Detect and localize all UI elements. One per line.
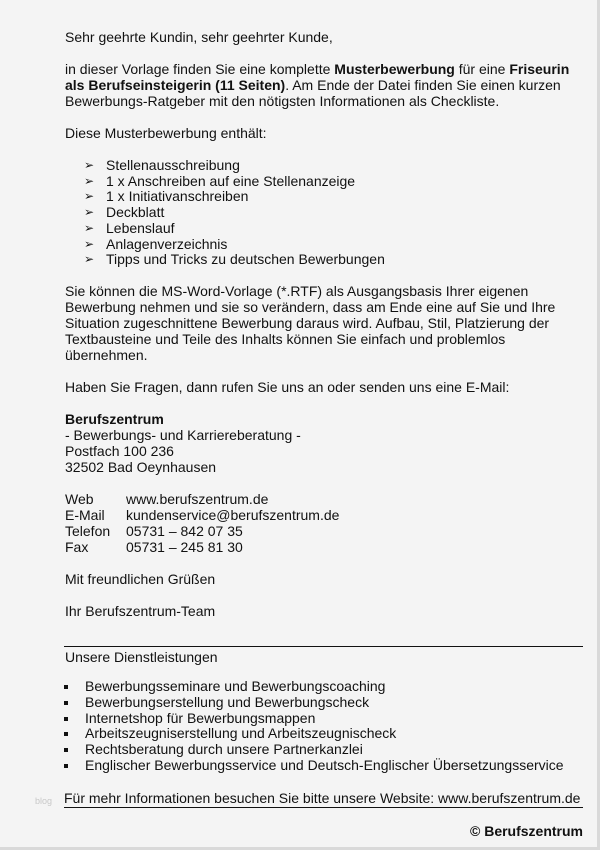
contents-heading: Diese Musterbewerbung enthält: xyxy=(65,125,267,141)
letter-body xyxy=(65,29,585,619)
arrow-bullet-icon: ➢ xyxy=(84,189,95,204)
signature: Ihr Berufszentrum-Team xyxy=(65,602,216,619)
contact-block xyxy=(65,491,585,555)
intro-paragraph xyxy=(65,61,585,109)
intro-bold-product: Musterbewerbung xyxy=(334,61,455,77)
questions-text: Haben Sie Fragen, dann rufen Sie uns an oder senden uns eine E-Mail: xyxy=(65,378,510,395)
contact-label: E-Mail xyxy=(65,506,105,523)
square-bullet-icon xyxy=(64,685,68,689)
list-item xyxy=(65,205,585,221)
list-item xyxy=(65,221,585,237)
arrow-bullet-icon: ➢ xyxy=(84,236,95,251)
contents-list xyxy=(65,158,585,268)
list-item xyxy=(64,695,594,711)
list-item xyxy=(64,758,594,774)
arrow-bullet-icon: ➢ xyxy=(84,220,95,235)
watermark: blog xyxy=(35,796,53,806)
list-item xyxy=(65,237,585,253)
address-block xyxy=(65,411,585,475)
divider xyxy=(64,646,583,647)
list-item xyxy=(64,726,594,742)
closing: Mit freundlichen Grüßen xyxy=(65,570,216,587)
square-bullet-icon xyxy=(64,717,68,721)
postbox: Postfach 100 236 xyxy=(65,442,174,459)
list-item-label: Lebenslauf xyxy=(106,219,175,236)
intro-text-1: in dieser Vorlage finden Sie eine komplette xyxy=(65,61,335,77)
list-item xyxy=(64,711,594,727)
square-bullet-icon xyxy=(64,764,68,768)
contact-label: Telefon xyxy=(65,522,111,539)
square-bullet-icon xyxy=(64,701,68,705)
list-item-label: Internetshop für Bewerbungsmappen xyxy=(85,709,316,726)
list-item-label: Bewerbungserstellung und Bewerbungscheck xyxy=(85,693,370,710)
list-item-label: Rechtsberatung durch unsere Partnerkanzlei xyxy=(85,741,363,758)
list-item xyxy=(65,174,585,190)
footer-info: Für mehr Informationen besuchen Sie bitte unsere Website: www.berufszentrum.de xyxy=(64,790,583,808)
fax-number: 05731 – 245 81 30 xyxy=(126,538,243,555)
list-item xyxy=(65,189,585,205)
arrow-bullet-icon: ➢ xyxy=(84,252,95,267)
city: 32502 Bad Oeynhausen xyxy=(65,458,217,475)
list-item-label: 1 x Anschreiben auf eine Stellenanzeige xyxy=(106,172,356,189)
list-item-label: Stellenausschreibung xyxy=(106,157,240,173)
intro-text-3: . Am Ende der Datei finden Sie einen kurzen Bewerbungs-Ratgeber mit den nötigsten Informationen als Checkliste. xyxy=(65,77,561,109)
list-item-label: Deckblatt xyxy=(106,204,165,221)
square-bullet-icon xyxy=(64,748,68,752)
usage-paragraph: Sie können die MS-Word-Vorlage (*.RTF) als Ausgangsbasis Ihrer eigenen Bewerbung nehmen und sie so verändern, dass am Ende eine auf Sie und Ihre Situation zugeschnittene Bewerbung daraus wird. Aufbau, Stil, Platzierung der Textbausteine und Teile des Inhalts können Sie einfach und problemlos übernehmen. xyxy=(65,282,556,363)
company-tagline: - Bewerbungs- und Karriereberatung - xyxy=(65,426,301,443)
copyright: © Berufszentrum xyxy=(470,823,583,839)
email-link[interactable]: kundenservice@berufszentrum.de xyxy=(126,506,340,523)
phone-number: 05731 – 842 07 35 xyxy=(126,522,243,539)
list-item xyxy=(64,742,594,758)
list-item xyxy=(64,679,594,695)
list-item-label: 1 x Initiativanschreiben xyxy=(106,188,249,205)
salutation: Sehr geehrte Kundin, sehr geehrter Kunde, xyxy=(65,29,333,45)
contact-row-web xyxy=(65,491,585,507)
contact-label: Web xyxy=(65,490,94,507)
arrow-bullet-icon: ➢ xyxy=(84,158,95,172)
contact-row-email xyxy=(65,507,585,523)
list-item-label: Bewerbungsseminare und Bewerbungscoaching xyxy=(85,678,386,694)
list-item-label: Arbeitszeugniserstellung und Arbeitszeugnischeck xyxy=(85,725,397,742)
arrow-bullet-icon: ➢ xyxy=(84,173,95,188)
contact-row-fax xyxy=(65,539,585,555)
web-link[interactable]: www.berufszentrum.de xyxy=(126,490,269,507)
contact-label: Fax xyxy=(65,538,89,555)
company-name: Berufszentrum xyxy=(65,410,164,427)
intro-bold-job: Friseurin als Berufseinsteigerin (11 Seiten) xyxy=(65,61,570,93)
contact-row-phone xyxy=(65,523,585,539)
services-title: Unsere Dienstleistungen xyxy=(65,649,218,665)
arrow-bullet-icon: ➢ xyxy=(84,205,95,220)
intro-text-2: für eine xyxy=(454,61,510,77)
services-list xyxy=(64,679,594,774)
list-item-label: Englischer Bewerbungsservice und Deutsch-Englischer Übersetzungsservice xyxy=(85,756,564,773)
list-item-label: Tipps und Tricks zu deutschen Bewerbungen xyxy=(106,251,385,268)
list-item xyxy=(65,252,585,268)
list-item xyxy=(65,158,585,174)
square-bullet-icon xyxy=(64,732,68,736)
list-item-label: Anlagenverzeichnis xyxy=(106,235,228,252)
